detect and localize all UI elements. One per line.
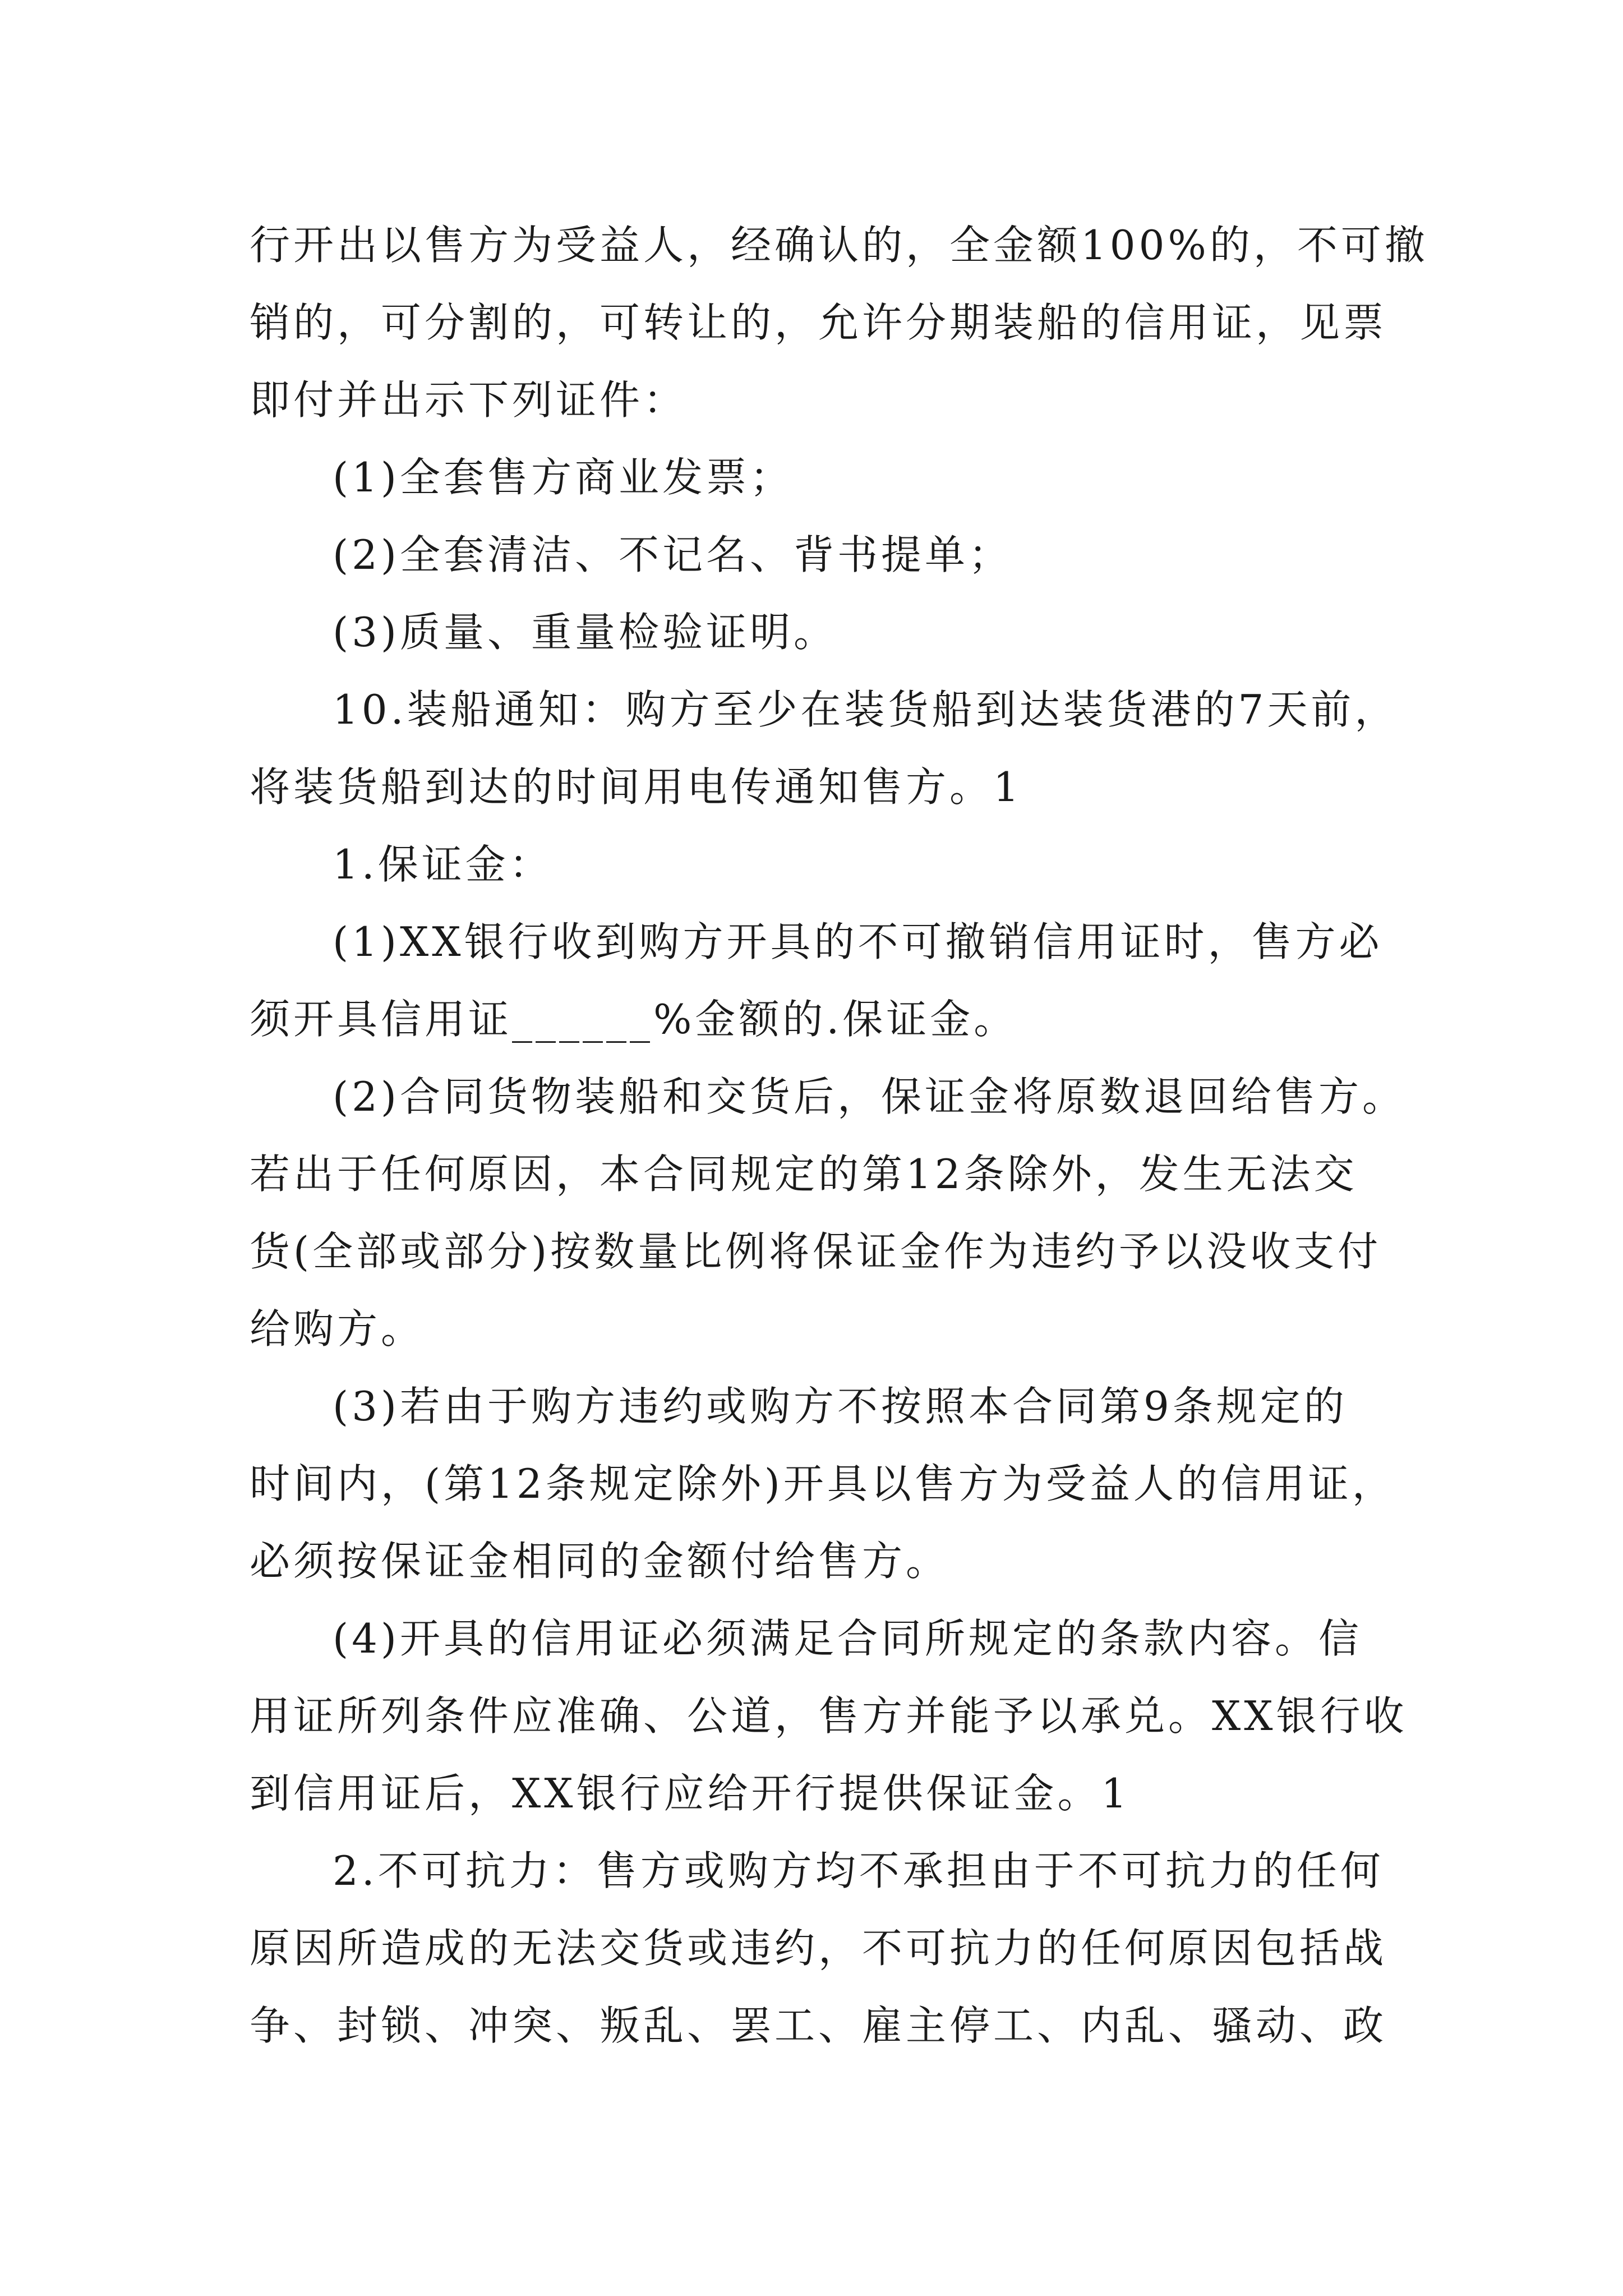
text-line: 争、封锁、冲突、叛乱、罢工、雇主停工、内乱、骚动、政	[250, 2002, 1387, 2049]
text-line: 给购方。	[250, 1305, 425, 1352]
text-line: 货(全部或部分)按数量比例将保证金作为违约予以没收支付	[250, 1228, 1382, 1275]
text-line: (2)全套清洁、不记名、背书提单；	[333, 531, 1012, 578]
text-line: 须开具信用证______%金额的.保证金。	[250, 996, 1018, 1043]
text-line: (3)若由于购方违约或购方不按照本合同第9条规定的	[333, 1383, 1348, 1430]
text-line: 行开出以售方为受益人，经确认的，全金额100%的，不可撤	[250, 222, 1428, 269]
text-line: (1)全套售方商业发票；	[333, 454, 794, 501]
text-line: (4)开具的信用证必须满足合同所规定的条款内容。信	[333, 1615, 1362, 1662]
text-line: 必须按保证金相同的金额付给售方。	[250, 1538, 950, 1585]
text-line: 原因所造成的无法交货或违约，不可抗力的任何原因包括战	[250, 1925, 1387, 1972]
text-line: 1.保证金：	[333, 841, 553, 888]
text-line: 即付并出示下列证件：	[250, 376, 688, 424]
text-line: 到信用证后，XX银行应给开行提供保证金。1	[250, 1770, 1131, 1817]
text-line: 若出于任何原因，本合同规定的第12条除外，发生无法交	[250, 1151, 1358, 1198]
text-line: 2.不可抗力：售方或购方均不承担由于不可抗力的任何	[333, 1847, 1384, 1894]
text-line: 时间内，(第12条规定除外)开具以售方为受益人的信用证，	[250, 1460, 1396, 1507]
text-line: (3)质量、重量检验证明。	[333, 609, 837, 656]
text-line: (2)合同货物装船和交货后，保证金将原数退回给售方。	[333, 1073, 1406, 1120]
text-line: (1)XX银行收到购方开具的不可撤销信用证时，售方必	[333, 918, 1383, 965]
document-body	[250, 206, 1428, 2064]
text-line: 将装货船到达的时间用电传通知售方。1	[250, 763, 1022, 811]
text-line: 10.装船通知：购方至少在装货船到达装货港的7天前，	[333, 686, 1399, 733]
text-line: 用证所列条件应准确、公道，售方并能予以承兑。XX银行收	[250, 1692, 1408, 1740]
text-line: 销的，可分割的，可转让的，允许分期装船的信用证，见票	[250, 299, 1387, 346]
